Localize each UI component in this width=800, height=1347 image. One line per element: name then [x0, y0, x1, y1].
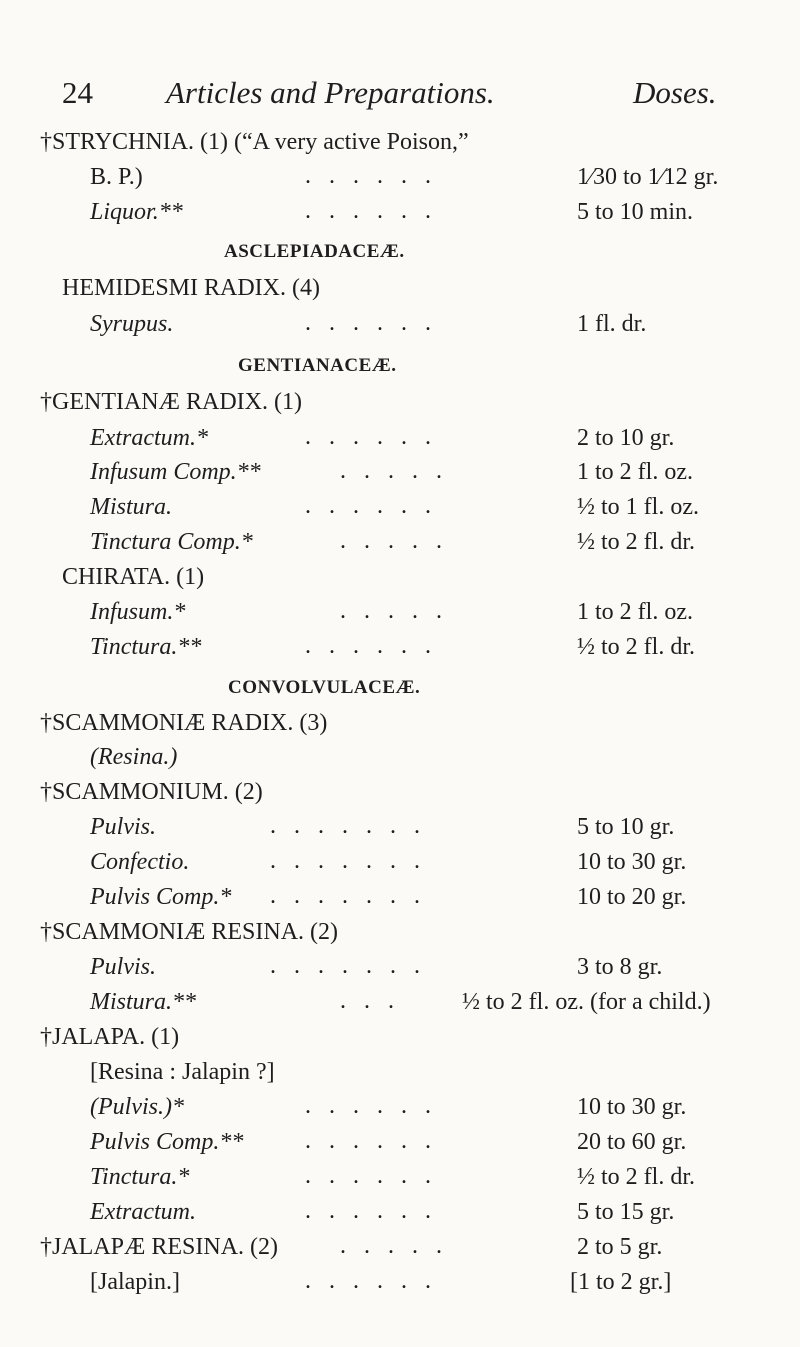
section-heading: ASCLEPIADACEÆ.: [224, 241, 405, 262]
dose-infusum-comp: 1 to 2 fl. oz.: [577, 459, 693, 485]
doses-heading: Doses.: [633, 75, 717, 110]
entry-extractum: Extractum.*: [90, 425, 208, 451]
dose-tinctura-comp: ½ to 2 fl. dr.: [577, 529, 695, 555]
entry-mistura-2: Mistura.**: [90, 989, 197, 1015]
entry-tinctura: Tinctura.**: [90, 634, 202, 660]
dose-confectio: 10 to 30 gr.: [577, 849, 687, 875]
leader-dots: .......: [270, 883, 438, 909]
dose-bp: 1⁄30 to 1⁄12 gr.: [577, 164, 719, 190]
entry-gentianae: †GENTIANÆ RADIX. (1): [40, 389, 302, 415]
leader-dots: ......: [305, 163, 449, 189]
leader-dots: ......: [305, 198, 449, 224]
dose-jalapin: [1 to 2 gr.]: [570, 1269, 672, 1295]
leader-dots: ......: [305, 1198, 449, 1224]
entry-jalapa: †JALAPA. (1): [40, 1024, 180, 1050]
entry-infusum-comp: Infusum Comp.**: [90, 459, 261, 485]
entry-liquor: Liquor.**: [90, 199, 183, 225]
entry-infusum: Infusum.*: [90, 599, 186, 625]
leader-dots: ......: [305, 1163, 449, 1189]
dose-pulvis-comp: 10 to 20 gr.: [577, 884, 687, 910]
dose-tinctura: ½ to 2 fl. dr.: [577, 634, 695, 660]
leader-dots: .......: [270, 813, 438, 839]
dose-liquor: 5 to 10 min.: [577, 199, 694, 225]
leader-dots: ...: [340, 988, 412, 1014]
entry-scammoniae-resina: †SCAMMONIÆ RESINA. (2): [40, 919, 339, 945]
dose-pulvis-2: 3 to 8 gr.: [577, 954, 663, 980]
entry-pulvis-comp-2: Pulvis Comp.**: [90, 1129, 244, 1155]
dose-pulvis-3: 10 to 30 gr.: [577, 1094, 687, 1120]
entry-pulvis-comp: Pulvis Comp.*: [90, 884, 232, 910]
dose-extractum-2: 5 to 15 gr.: [577, 1199, 675, 1225]
leader-dots: .....: [340, 528, 460, 554]
entry-hemidesmi: HEMIDESMI RADIX. (4): [62, 275, 320, 301]
leader-dots: ......: [305, 1268, 449, 1294]
leader-dots: ......: [305, 310, 449, 336]
entry-scammoniae-radix: †SCAMMONIÆ RADIX. (3): [40, 710, 328, 736]
dose-infusum: 1 to 2 fl. oz.: [577, 599, 693, 625]
leader-dots: .....: [340, 1233, 460, 1259]
page-title: Articles and Preparations.: [166, 75, 495, 110]
dose-pulvis: 5 to 10 gr.: [577, 814, 675, 840]
page-number: 24: [62, 75, 93, 110]
leader-dots: .....: [340, 598, 460, 624]
entry-tinctura-2: Tinctura.*: [90, 1164, 190, 1190]
entry-confectio: Confectio.: [90, 849, 190, 875]
entry-bp: B. P.): [90, 164, 143, 190]
leader-dots: .....: [340, 458, 460, 484]
dose-jalapae-resina: 2 to 5 gr.: [577, 1234, 663, 1260]
leader-dots: .......: [270, 848, 438, 874]
leader-dots: ......: [305, 633, 449, 659]
entry-resina: (Resina.): [90, 744, 178, 770]
leader-dots: ......: [305, 493, 449, 519]
dose-mistura-2: ½ to 2 fl. oz. (for a child.): [462, 989, 711, 1015]
entry-pulvis-2: Pulvis.: [90, 954, 156, 980]
leader-dots: ......: [305, 1093, 449, 1119]
entry-mistura: Mistura.: [90, 494, 173, 520]
dose-pulvis-comp-2: 20 to 60 gr.: [577, 1129, 687, 1155]
entry-tinctura-comp: Tinctura Comp.*: [90, 529, 253, 555]
dose-syrupus: 1 fl. dr.: [577, 311, 647, 337]
section-heading: GENTIANACEÆ.: [238, 355, 397, 376]
dose-extractum: 2 to 10 gr.: [577, 425, 675, 451]
entry-jalapin: [Jalapin.]: [90, 1269, 180, 1295]
entry-scammonium: †SCAMMONIUM. (2): [40, 779, 263, 805]
leader-dots: ......: [305, 424, 449, 450]
leader-dots: ......: [305, 1128, 449, 1154]
leader-dots: .......: [270, 953, 438, 979]
entry-pulvis: Pulvis.: [90, 814, 156, 840]
entry-syrupus: Syrupus.: [90, 311, 174, 337]
entry-strychnia: †STRYCHNIA. (1) (“A very active Poison,”: [40, 129, 469, 155]
entry-jalapae-resina: †JALAPÆ RESINA. (2): [40, 1234, 279, 1260]
entry-resina-jalapin: [Resina : Jalapin ?]: [90, 1059, 275, 1085]
entry-pulvis-3: (Pulvis.)*: [90, 1094, 184, 1120]
dose-mistura: ½ to 1 fl. oz.: [577, 494, 699, 520]
dose-tinctura-2: ½ to 2 fl. dr.: [577, 1164, 695, 1190]
entry-extractum-2: Extractum.: [90, 1199, 196, 1225]
entry-chirata: CHIRATA. (1): [62, 564, 205, 590]
section-heading: CONVOLVULACEÆ.: [228, 677, 421, 698]
